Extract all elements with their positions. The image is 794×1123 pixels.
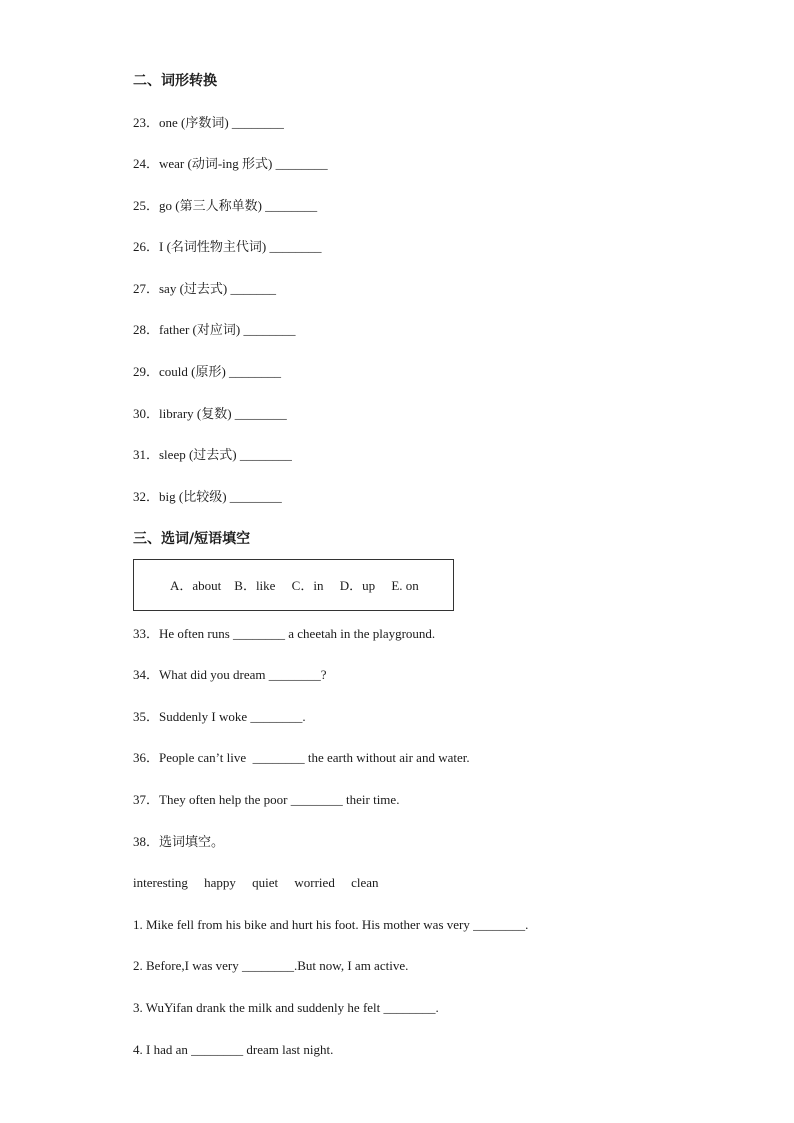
- question-35: 35．Suddenly I woke ________.: [133, 709, 306, 724]
- question-33: 33．He often runs ________ a cheetah in the playground.: [133, 626, 436, 641]
- question-38: 38．选词填空。: [133, 834, 225, 849]
- question-30: 30．library (复数) ________: [133, 406, 287, 421]
- question-29: 29．could (原形) ________: [133, 364, 282, 379]
- question-34: 34．What did you dream ________?: [133, 667, 327, 682]
- question-36: 36．People can’t live ________ the earth without air and water.: [133, 750, 470, 765]
- sub-question-3: 3. WuYifan drank the milk and suddenly he felt ________.: [133, 1000, 439, 1015]
- options-box: [133, 559, 454, 611]
- question-28: 28．father (对应词) ________: [133, 322, 296, 337]
- sub-question-4: 4. I had an ________ dream last night.: [133, 1042, 334, 1057]
- question-32: 32．big (比较级) ________: [133, 489, 282, 504]
- section-2-title: 二、词形转换: [133, 73, 217, 89]
- section-3-title: 三、选词/短语填空: [133, 531, 251, 547]
- word-bank: interesting happy quiet worried clean: [133, 875, 379, 890]
- options-text: A．about B．like C．in D．up E. on: [170, 578, 419, 593]
- sub-question-1: 1. Mike fell from his bike and hurt his foot. His mother was very ________.: [133, 917, 529, 932]
- sub-question-2: 2. Before,I was very ________.But now, I am active.: [133, 958, 409, 973]
- question-37: 37．They often help the poor ________ their time.: [133, 792, 400, 807]
- question-25: 25．go (第三人称单数) ________: [133, 198, 318, 213]
- question-27: 27．say (过去式) _______: [133, 281, 276, 296]
- question-23: 23．one (序数词) ________: [133, 115, 284, 130]
- question-26: 26．I (名词性物主代词) ________: [133, 239, 322, 254]
- question-24: 24．wear (动词-ing 形式) ________: [133, 156, 328, 171]
- question-31: 31．sleep (过去式) ________: [133, 447, 292, 462]
